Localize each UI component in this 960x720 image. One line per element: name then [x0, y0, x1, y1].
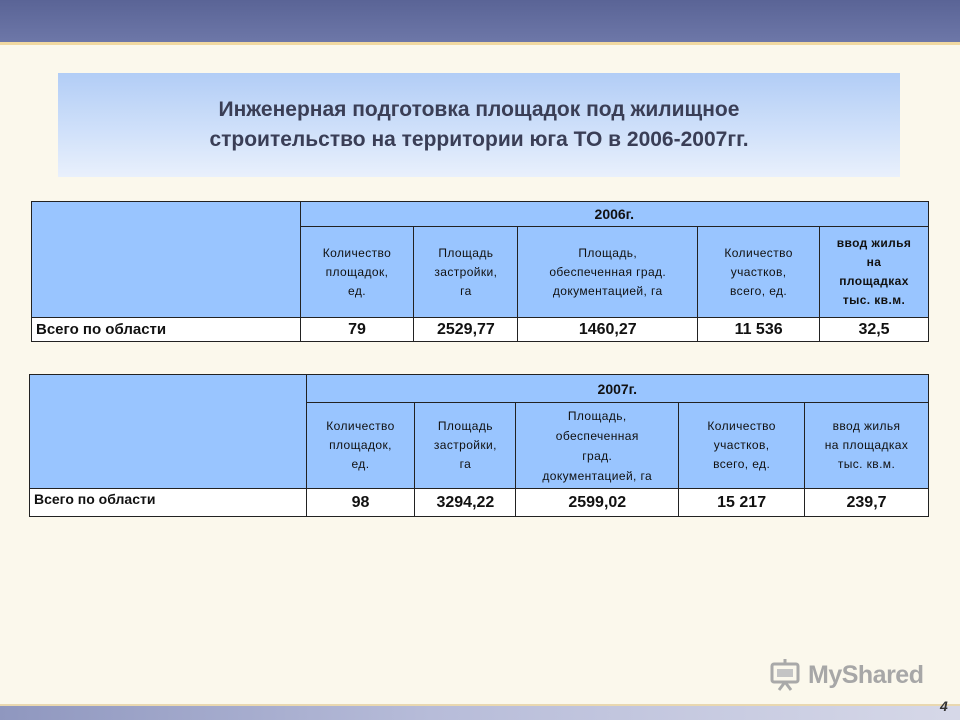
title-line-1: Инженерная подготовка площадок под жилищное	[218, 98, 740, 121]
table-2006-value-4: 11 536	[698, 318, 820, 342]
table-2006-value-5: 32,5	[820, 318, 929, 342]
bottom-band	[0, 706, 960, 720]
table-2006-header-4: Количество участков, всего, ед.	[698, 227, 820, 318]
top-band	[0, 0, 960, 42]
table-2007-header-3: Площадь, обеспеченная град. документацией, га	[516, 403, 679, 489]
slide-title	[209, 95, 748, 155]
title-line-2: строительство на территории юга ТО в 2006-2007гг.	[209, 128, 749, 151]
table-2007-value-4: 15 217	[679, 489, 805, 517]
table-2006-header-2: Площадь застройки, га	[414, 227, 518, 318]
table-2006-value-2: 2529,77	[414, 318, 518, 342]
myshared-logo	[768, 657, 923, 693]
logo-text: MyShared	[808, 660, 924, 689]
table-2006	[31, 201, 929, 342]
table-2006-row-label: Всего по области	[32, 318, 301, 342]
table-2006-value-3: 1460,27	[518, 318, 698, 342]
table-2007-value-5: 239,7	[805, 489, 929, 517]
table-row	[32, 318, 929, 342]
table-2007	[29, 374, 929, 517]
table-2007-value-1: 98	[306, 489, 415, 517]
table-2006-header-3: Площадь, обеспеченная град. документацией, га	[518, 227, 698, 318]
table-2006-year: 2006г.	[300, 202, 928, 227]
table-2006-value-1: 79	[300, 318, 414, 342]
table-2006-header-1: Количество площадок, ед.	[300, 227, 414, 318]
table-2007-header-2: Площадь застройки, га	[415, 403, 516, 489]
title-box	[58, 73, 900, 177]
table-2007-header-4: Количество участков, всего, ед.	[679, 403, 805, 489]
table-2007-row-label: Всего по области	[30, 489, 307, 517]
presentation-board-icon	[768, 657, 804, 693]
table-2007-corner	[30, 375, 307, 489]
table-row	[30, 489, 929, 517]
table-2007-header-1: Количество площадок, ед.	[306, 403, 415, 489]
top-divider	[0, 42, 960, 45]
table-2006-header-5: ввод жилья на площадках тыс. кв.м.	[820, 227, 929, 318]
table-2007-value-2: 3294,22	[415, 489, 516, 517]
table-2007-value-3: 2599,02	[516, 489, 679, 517]
table-2007-header-5: ввод жилья на площадках тыс. кв.м.	[805, 403, 929, 489]
table-2007-year: 2007г.	[306, 375, 928, 403]
page-number: 4	[940, 698, 948, 714]
table-2006-corner	[32, 202, 301, 318]
